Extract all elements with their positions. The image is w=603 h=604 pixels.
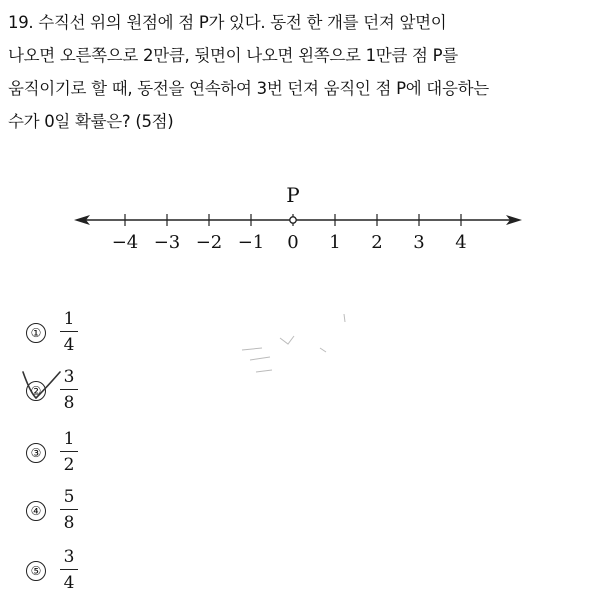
choice-1-numerator: 1 bbox=[63, 309, 75, 329]
choice-4-marker: ④ bbox=[26, 501, 46, 521]
question-line-3: 움직이기로 할 때, 동전을 연속하여 3번 던져 움직인 점 P에 대응하는 bbox=[8, 79, 489, 98]
tick-label: 0 bbox=[287, 232, 299, 253]
choice-3[interactable] bbox=[26, 428, 226, 486]
fraction-bar bbox=[60, 389, 78, 390]
choice-3-fraction bbox=[60, 428, 78, 476]
choice-3-denominator: 2 bbox=[63, 455, 75, 476]
choice-3-numerator: 1 bbox=[63, 429, 75, 449]
choice-2-denominator: 8 bbox=[63, 393, 75, 414]
choice-1-denominator: 4 bbox=[63, 335, 75, 356]
tick-label: −4 bbox=[111, 232, 139, 253]
question-line-2: 나오면 오른쪽으로 2만큼, 뒷면이 나오면 왼쪽으로 1만큼 점 P를 bbox=[8, 46, 458, 65]
choice-1-marker: ① bbox=[26, 323, 46, 343]
choice-5-denominator: 4 bbox=[63, 573, 75, 594]
tick-label: 3 bbox=[413, 232, 425, 253]
question-line-1: 19. 수직선 위의 원점에 점 P가 있다. 동전 한 개를 던져 앞면이 bbox=[8, 13, 447, 32]
choice-2[interactable] bbox=[26, 366, 226, 424]
point-p-marker bbox=[290, 217, 296, 223]
tick-label: 1 bbox=[329, 232, 341, 253]
choice-4-fraction bbox=[60, 486, 78, 534]
choice-4[interactable] bbox=[26, 486, 226, 544]
tick-label: −3 bbox=[153, 232, 181, 253]
fraction-bar bbox=[60, 509, 78, 510]
fraction-bar bbox=[60, 451, 78, 452]
question-text bbox=[8, 6, 598, 138]
choice-5-fraction bbox=[60, 546, 78, 594]
choice-2-marker: ② bbox=[26, 381, 46, 401]
fraction-bar bbox=[60, 331, 78, 332]
tick-label: −2 bbox=[195, 232, 223, 253]
tick-label: 4 bbox=[455, 232, 467, 253]
faint-scribble-icon bbox=[280, 314, 345, 352]
choice-4-numerator: 5 bbox=[63, 487, 75, 507]
number-line bbox=[0, 180, 603, 260]
choice-4-denominator: 8 bbox=[63, 513, 75, 534]
choice-1[interactable] bbox=[26, 308, 226, 366]
choice-5-numerator: 3 bbox=[63, 547, 75, 567]
choice-2-numerator: 3 bbox=[63, 367, 75, 387]
point-p-label: P bbox=[286, 183, 300, 207]
choice-5[interactable] bbox=[26, 546, 226, 604]
choice-3-marker: ③ bbox=[26, 443, 46, 463]
faint-scribble-icon bbox=[242, 348, 272, 372]
question-line-4: 수가 0일 확률은? (5점) bbox=[8, 112, 174, 131]
choice-1-fraction bbox=[60, 308, 78, 356]
tick-label: −1 bbox=[237, 232, 265, 253]
choice-2-fraction bbox=[60, 366, 78, 414]
fraction-bar bbox=[60, 569, 78, 570]
choice-5-marker: ⑤ bbox=[26, 561, 46, 581]
tick-label: 2 bbox=[371, 232, 383, 253]
